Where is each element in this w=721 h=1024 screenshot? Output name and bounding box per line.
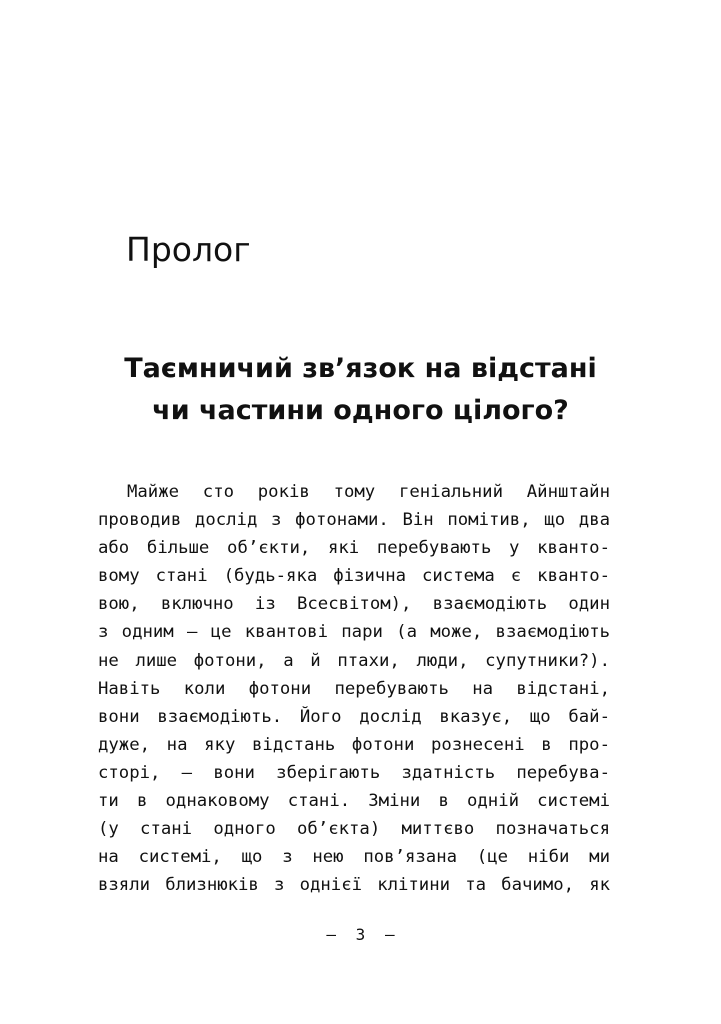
body-line: на системі, що з нею пов’язана (це ніби ми [98,847,610,868]
subtitle-line-2: чи частини одного цілого? [152,395,569,426]
body-line: з одним – це квантові пари (а може, взаємодіють [98,622,610,643]
body-line: вому стані (будь-яка фізична система є кванто- [98,566,610,587]
body-line: не лише фотони, а й птахи, люди, супутники?). [98,650,610,671]
body-line: сторі, – вони зберігають здатність перебува- [98,762,610,783]
body-paragraph [98,478,610,899]
body-line: проводив дослід з фотонами. Він помітив, що два [98,510,610,531]
chapter-title: Пролог [126,230,251,269]
body-line: дуже, на яку відстань фотони рознесені в про- [98,734,610,755]
body-line: Навіть коли фотони перебувають на відстані, [98,678,610,699]
body-line: ти в однаковому стані. Зміни в одній системі [98,791,610,812]
body-line: (у стані одного об’єкта) миттєво позначаться [98,819,610,840]
subtitle-line-1: Таємничий зв’язок на відстані [124,353,597,384]
section-subtitle [100,348,621,432]
body-line: Майже сто років тому геніальний Айнштайн [127,482,610,502]
body-line: або більше об’єкти, які перебувають у кванто- [98,538,610,559]
body-line: взяли близнюків з однієї клітини та бачимо, як [98,875,610,896]
page-number: – 3 – [326,925,395,944]
body-line: вони взаємодіють. Його дослід вказує, що бай- [98,706,610,727]
body-line: вою, включно із Всесвітом), взаємодіють один [98,594,610,615]
